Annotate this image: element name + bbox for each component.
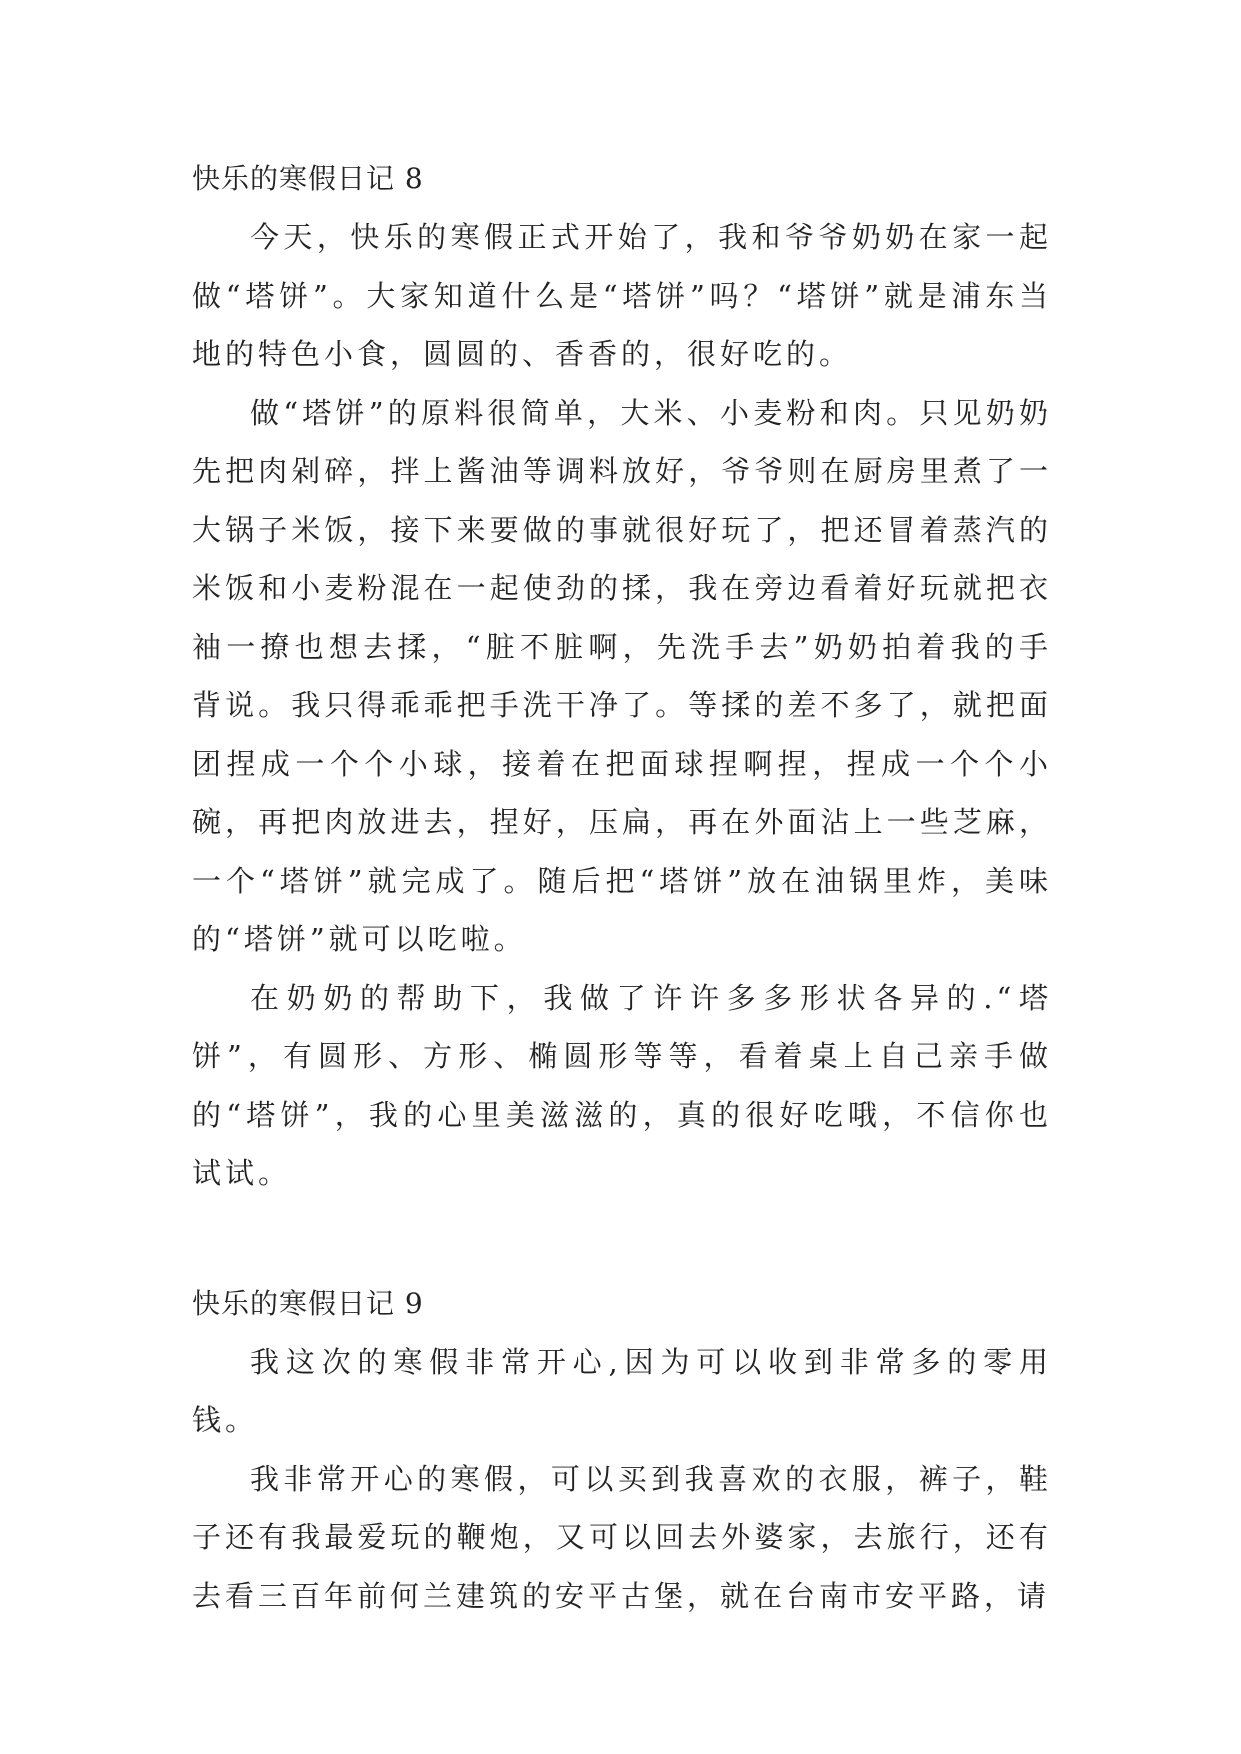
paragraph: 在奶奶的帮助下，我做了许许多多形状各异的.“塔饼”，有圆形、方形、椭圆形等等，看着桌上自己亲手做的“塔饼”，我的心里美滋滋的，真的很好吃哦，不信你也试试。 [192,980,1052,1190]
paragraph: 做“塔饼”的原料很简单，大米、小麦粉和肉。只见奶奶先把肉剁碎，拌上酱油等调料放好，爷爷则在厨房里煮了一大锅子米饭，接下来要做的事就很好玩了，把还冒着蒸汽的米饭和小麦粉混在一起使劲的揉，我在旁边看着好玩就把衣袖一撩也想去揉，“脏不脏啊，先洗手去”奶奶拍着我的手背说。我只得乖乖把手洗干净了。等揉的差不多了，就把面团捏成一个个小球，接着在把面球捏啊捏，捏成一个个小碗，再把肉放进去，捏好，压扁，再在外面沾上一些芝麻，一个“塔饼”就完成了。随后把“塔饼”放在油锅里炸，美味的“塔饼”就可以吃啦。 [192,395,1052,956]
document-page [192,150,1052,1625]
entry-title: 快乐的寒假日记 8 [192,162,424,195]
section-spacer [192,1203,1052,1275]
entry-title: 快乐的寒假日记 9 [192,1286,424,1320]
diary-entry-8 [192,150,1052,1203]
paragraph: 我这次的寒假非常开心,因为可以收到非常多的零用钱。 [192,1344,1052,1437]
paragraph: 我非常开心的寒假，可以买到我喜欢的衣服，裤子，鞋子还有我最爱玩的鞭炮，又可以回去外婆家，去旅行，还有去看三百年前何兰建筑的安平古堡，就在台南市安平路，请 [192,1461,1052,1613]
diary-entry-9 [192,1275,1052,1626]
paragraph: 今天，快乐的寒假正式开始了，我和爷爷奶奶在家一起做“塔饼”。大家知道什么是“塔饼”吗？“塔饼”就是浦东当地的特色小食，圆圆的、香香的，很好吃的。 [192,220,1052,371]
